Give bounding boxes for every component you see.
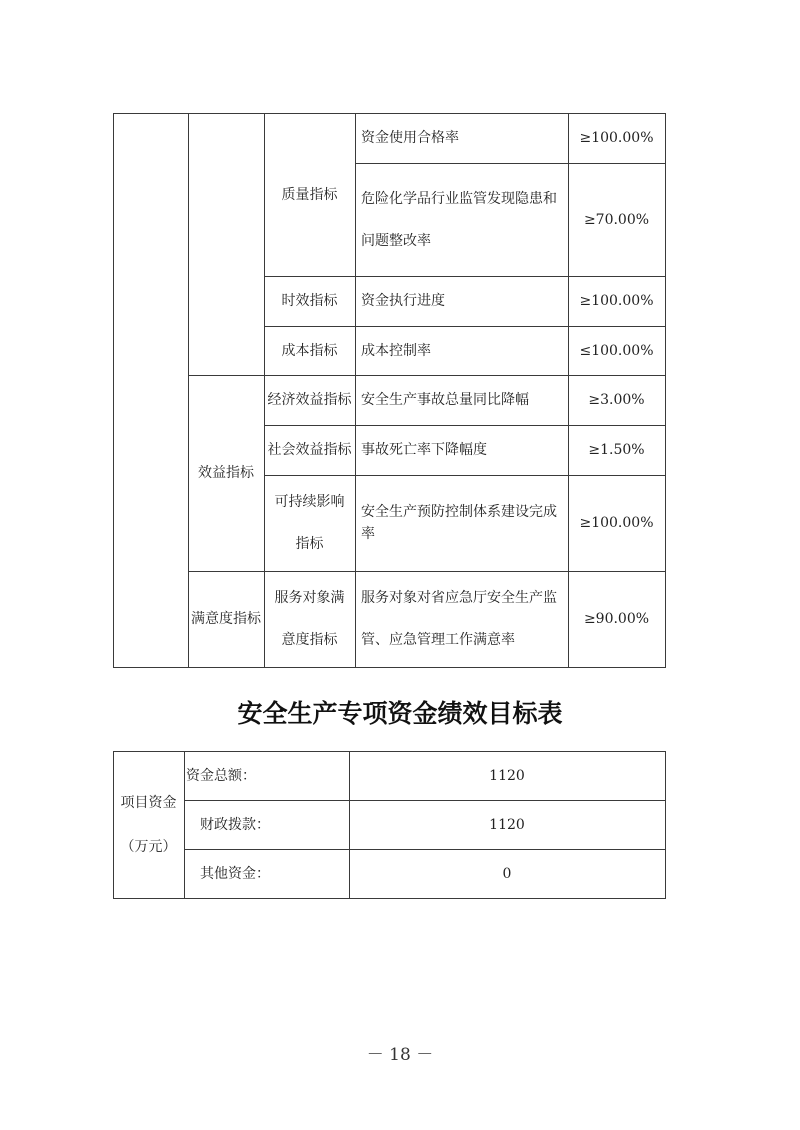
funds-row-label: 其他资金：: [200, 865, 270, 882]
indicator-value: ≥90.00%: [583, 611, 650, 627]
indicator-value: ≥3.00%: [588, 392, 645, 408]
funds-label: [113, 751, 184, 898]
indicator-value: ≥70.00%: [583, 211, 650, 228]
funds-row-value: 1120: [489, 816, 525, 833]
funds-row-label: 财政拨款：: [200, 816, 270, 833]
subcategory-service: 服务对象满意度指标: [274, 590, 345, 648]
indicator-name: 安全生产事故总量同比降幅: [361, 392, 529, 408]
page-number: － 18 －: [366, 1045, 434, 1065]
subcategory-cost: 成本指标: [281, 342, 338, 359]
category-effect: 效益指标: [198, 465, 254, 481]
indicator-name: 事故死亡率下降幅度: [361, 442, 487, 458]
subcategory-timeliness: 时效指标: [281, 293, 338, 309]
indicator-value: ≥100.00%: [579, 293, 654, 309]
subcategory-social: 社会效益指标: [267, 442, 352, 458]
indicator-value: ≥100.00%: [579, 130, 654, 146]
indicator-name: 成本控制率: [361, 342, 431, 359]
subcategory-economic: 经济效益指标: [267, 392, 352, 408]
indicator-name: 危险化学品行业监管发现隐患和问题整改率: [361, 190, 557, 249]
funds-label-line2: （万元）: [120, 838, 177, 855]
category-satisfaction: 满意度指标: [191, 611, 261, 627]
indicator-value: ≥1.50%: [588, 442, 645, 458]
funds-label-line1: 项目资金: [120, 794, 177, 811]
funds-row-label: 资金总额：: [186, 767, 256, 784]
section-title: 安全生产专项资金绩效目标表: [237, 699, 563, 728]
indicator-name: 资金使用合格率: [361, 130, 459, 146]
indicator-value: ≥100.00%: [579, 515, 654, 531]
indicator-name: 服务对象对省应急厅安全生产监管、应急管理工作满意率: [361, 590, 557, 648]
subcategory-quality: 质量指标: [281, 186, 338, 203]
indicator-value: ≤100.00%: [579, 342, 654, 359]
funds-row-value: 1120: [489, 767, 525, 784]
subcategory-sustainable: 可持续影响指标: [274, 494, 345, 552]
indicator-name: 安全生产预防控制体系建设完成率: [361, 504, 557, 542]
indicator-name: 资金执行进度: [361, 293, 445, 309]
funds-row-value: 0: [502, 865, 512, 882]
